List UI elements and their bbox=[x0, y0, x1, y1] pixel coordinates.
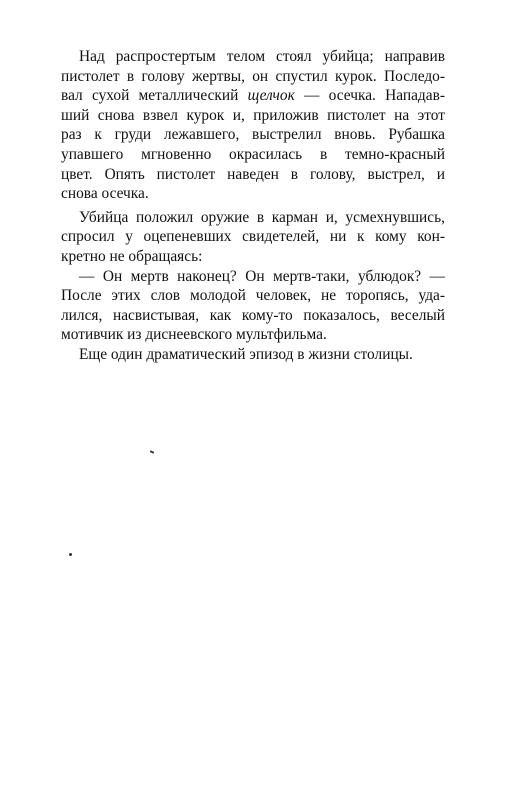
text-line: Еще один драматический эпизод в жизни столицы. bbox=[79, 345, 413, 363]
paragraph-4 bbox=[61, 345, 445, 365]
scan-speck bbox=[69, 553, 72, 556]
text-line: Убийца положил оружие в карман и, усмехнувшись, bbox=[79, 208, 445, 226]
scan-speck bbox=[150, 450, 154, 454]
text-line: После этих слов молодой человек, не торопясь, уда- bbox=[61, 287, 445, 305]
text-line bbox=[61, 86, 445, 106]
text-line: ший снова взвел курок и, приложив пистолет на этот bbox=[61, 106, 445, 124]
page-body-text bbox=[61, 47, 445, 365]
paragraph-1 bbox=[61, 47, 445, 204]
text-line: — Он мертв наконец? Он мертв-таки, ублюдок? — bbox=[79, 267, 445, 285]
paragraph-3 bbox=[61, 267, 445, 345]
text-line: кретно не обращаясь: bbox=[61, 247, 203, 265]
text-line: пистолет в голову жертвы, он спустил курок. Последо- bbox=[61, 67, 445, 85]
text-fragment: — осечка. Нападав- bbox=[294, 87, 445, 105]
italic-word: щелчок bbox=[247, 87, 295, 105]
text-fragment: вал сухой металлический bbox=[61, 87, 248, 105]
text-line: спросил у оцепеневших свидетелей, ни к кому кон- bbox=[61, 228, 445, 246]
text-line: цвет. Опять пистолет наведен в голову, выстрел, и bbox=[61, 165, 445, 183]
text-line: Над распростертым телом стоял убийца; направив bbox=[79, 48, 445, 65]
text-line: лился, насвистывая, как кому-то показалось, веселый bbox=[61, 306, 445, 324]
text-line: снова осечка. bbox=[61, 185, 149, 203]
text-line: раз к груди лежавшего, выстрелил вновь. Рубашка bbox=[61, 126, 445, 144]
text-line: упавшего мгновенно окрасилась в темно-красный bbox=[61, 145, 445, 163]
text-line: мотивчик из диснеевского мультфильма. bbox=[61, 326, 327, 344]
paragraph-2 bbox=[61, 208, 445, 267]
